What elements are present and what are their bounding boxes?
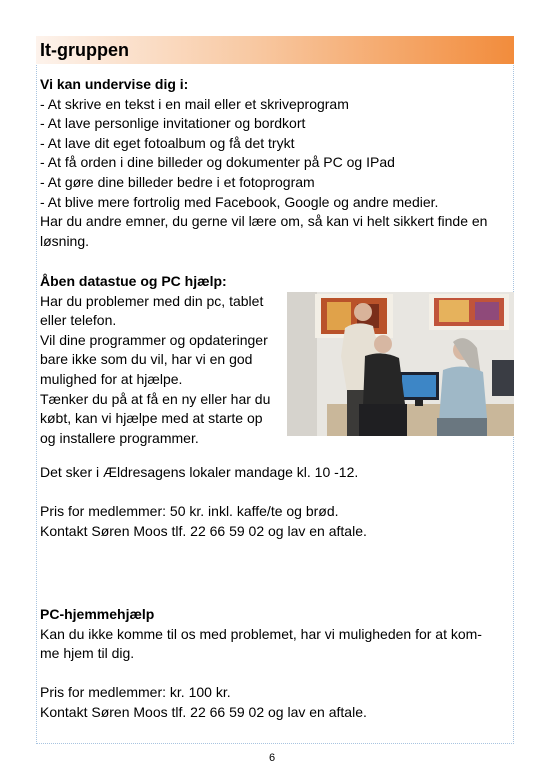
- contact-text: Kontakt Søren Moos tlf. 22 66 59 02 og lav en aftale.: [40, 522, 367, 539]
- intro-section: [40, 75, 510, 251]
- datastue-line: Vil dine programmer og opdateringer: [40, 331, 268, 348]
- datastue-line: og installere programmer.: [40, 429, 199, 446]
- home-line: me hjem til dig.: [40, 645, 135, 662]
- datastue-line: mulighed for at hjælpe.: [40, 370, 183, 387]
- list-item: - At lave personlige invitationer og bordkort: [40, 115, 306, 132]
- home-line: Kan du ikke komme til os med problemet, har vi muligheden for at kom-: [40, 625, 482, 642]
- schedule-text: Det sker i Ældresagens lokaler mandage kl. 10 -12.: [40, 464, 359, 480]
- intro-closing: Har du andre emner, du gerne vil lære om, så kan vi helt sikkert finde en: [40, 213, 488, 230]
- computer-help-photo: [287, 292, 514, 436]
- list-item: - At skrive en tekst i en mail eller et skriveprogram: [40, 95, 349, 112]
- datastue-details: [40, 463, 510, 541]
- intro-heading: Vi kan undervise dig i:: [40, 76, 189, 92]
- contact-text: Kontakt Søren Moos tlf. 22 66 59 02 og lav en aftale.: [40, 703, 367, 720]
- list-item: - At gøre dine billeder bedre i et fotoprogram: [40, 173, 315, 190]
- page-number: 6: [268, 752, 276, 764]
- price-text: Pris for medlemmer: 50 kr. inkl. kaffe/te og brød.: [40, 503, 339, 520]
- datastue-line: Tænker du på at få en ny eller har du: [40, 390, 271, 407]
- datastue-line: bare ikke som du vil, har vi en god: [40, 351, 253, 368]
- datastue-section: [40, 272, 290, 448]
- section-header: [36, 36, 514, 64]
- price-text: Pris for medlemmer: kr. 100 kr.: [40, 684, 231, 701]
- datastue-line: købt, kan vi hjælpe med at starte op: [40, 410, 263, 427]
- intro-closing: løsning.: [40, 232, 90, 249]
- datastue-line: eller telefon.: [40, 312, 117, 329]
- list-item: - At blive mere fortrolig med Facebook, Google og andre medier.: [40, 193, 439, 210]
- list-item: - At lave dit eget fotoalbum og få det trykt: [40, 134, 295, 151]
- datastue-line: Har du problemer med din pc, tablet: [40, 292, 264, 309]
- datastue-heading: Åben datastue og PC hjælp:: [40, 273, 227, 289]
- home-help-section: [40, 605, 510, 723]
- page-title: It-gruppen: [40, 40, 129, 60]
- list-item: - At få orden i dine billeder og dokumenter på PC og IPad: [40, 154, 395, 171]
- home-heading: PC-hjemmehjælp: [40, 606, 155, 622]
